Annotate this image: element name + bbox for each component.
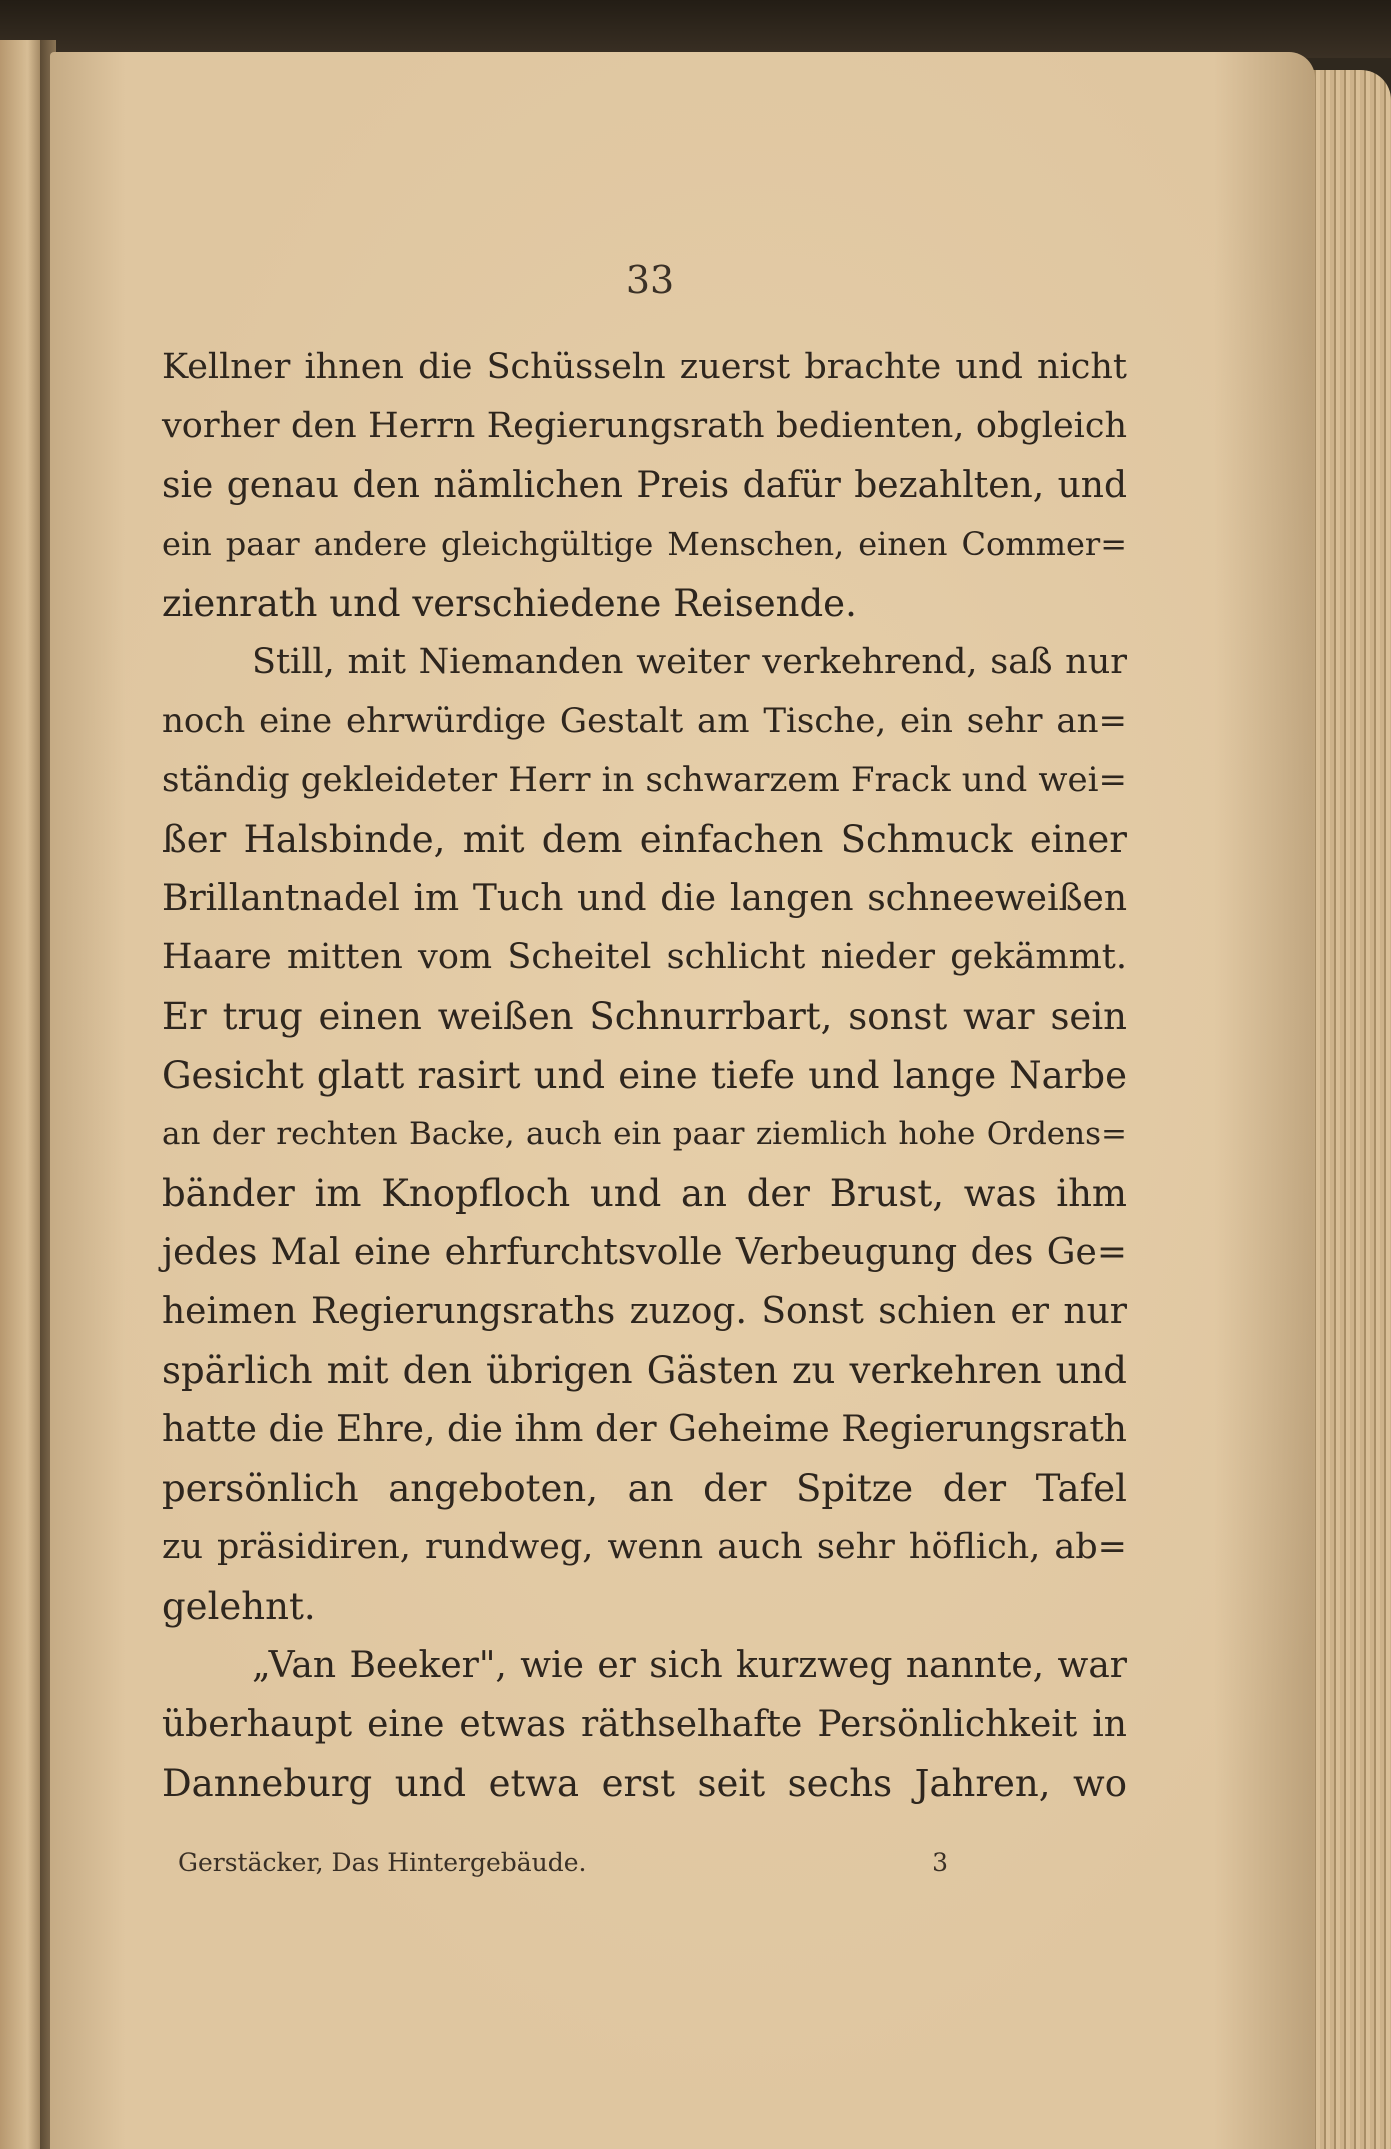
text-line: spärlich mit den übrigen Gästen zu verkehren und: [162, 1349, 1127, 1392]
text-line: an der rechten Backe, auch ein paar ziemlich hohe Ordens=: [162, 1116, 1127, 1152]
body-text: [162, 338, 1127, 1813]
text-line: Kellner ihnen die Schüsseln zuerst brachte und nicht: [162, 347, 1127, 387]
text-line: überhaupt eine etwas räthselhafte Persönlichkeit in: [162, 1704, 1127, 1745]
text-line: ein paar andere gleichgültige Menschen, einen Commer=: [162, 525, 1127, 563]
text-line: ßer Halsbinde, mit dem einfachen Schmuck einer: [162, 818, 1127, 861]
page-number: 33: [625, 258, 675, 302]
text-line: noch eine ehrwürdige Gestalt am Tische, ein sehr an=: [162, 701, 1127, 741]
text-line: heimen Regierungsraths zuzog. Sonst schien er nur: [162, 1291, 1127, 1332]
text-line: hatte die Ehre, die ihm der Geheime Regierungsrath: [162, 1409, 1127, 1450]
text-line: vorher den Herrn Regierungsrath bedienten, obgleich: [162, 406, 1127, 446]
text-line: jedes Mal eine ehrfurchtsvolle Verbeugung des Ge=: [162, 1232, 1127, 1273]
text-line: Haare mitten vom Scheitel schlicht nieder gekämmt.: [162, 937, 1127, 977]
text-line: sie genau den nämlichen Preis dafür bezahlten, und: [162, 465, 1127, 506]
text-line: Gesicht glatt rasirt und eine tiefe und lange Narbe: [162, 1054, 1127, 1097]
text-line: Danneburg und etwa erst seit sechs Jahren, wo: [162, 1762, 1127, 1805]
text-line: ständig gekleideter Herr in schwarzem Frack und wei=: [162, 760, 1127, 800]
text-line: bänder im Knopfloch und an der Brust, was ihm: [162, 1172, 1127, 1215]
text-line: Er trug einen weißen Schnurrbart, sonst war sein: [162, 995, 1127, 1038]
book-top-edge: [0, 0, 1391, 58]
text-line: gelehnt.: [162, 1585, 316, 1628]
signature-text: Gerstäcker, Das Hintergebäude.: [178, 1848, 587, 1877]
text-line: „Van Beeker", wie er sich kurzweg nannte, war: [252, 1645, 1127, 1686]
text-line: Brillantnadel im Tuch und die langen schneeweißen: [162, 878, 1127, 919]
text-line: Still, mit Niemanden weiter verkehrend, saß nur: [252, 642, 1127, 682]
text-line: zu präsidiren, rundweg, wenn auch sehr höflich, ab=: [162, 1527, 1127, 1567]
text-line: zienrath und verschiedene Reisende.: [162, 582, 857, 625]
text-line: persönlich angeboten, an der Spitze der Tafel: [162, 1467, 1127, 1510]
signature-line: [178, 1848, 948, 1877]
signature-number: 3: [932, 1848, 948, 1877]
